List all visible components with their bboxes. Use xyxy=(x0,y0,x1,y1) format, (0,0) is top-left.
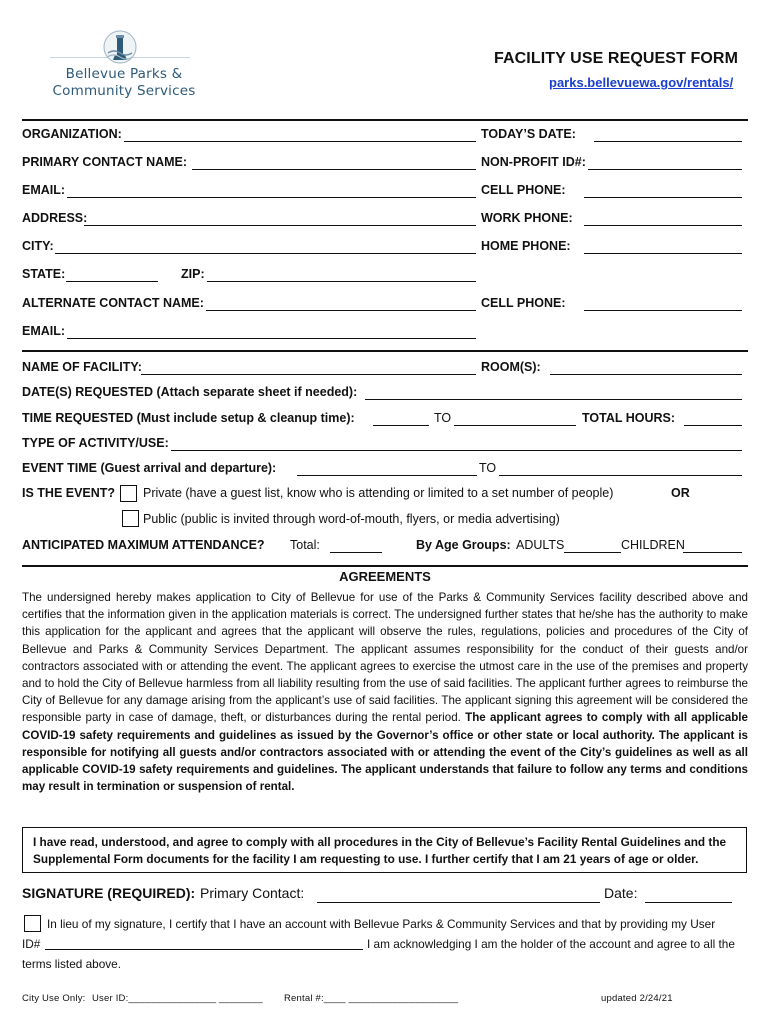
rooms-label: ROOM(S): xyxy=(481,360,541,374)
children-field[interactable] xyxy=(683,552,742,553)
user-id-field[interactable] xyxy=(45,949,363,950)
lighthouse-icon xyxy=(102,29,138,65)
facility-label: NAME OF FACILITY: xyxy=(22,360,142,374)
lieu-text: In lieu of my signature, I certify that I have an account with Bellevue Parks & Community Services and that by providing my User xyxy=(47,917,716,931)
contact-divider xyxy=(22,350,748,352)
public-checkbox[interactable] xyxy=(122,510,139,527)
event-time-label: EVENT TIME (Guest arrival and departure): xyxy=(22,461,277,475)
event-time-end-field[interactable] xyxy=(499,475,742,476)
acknowledge-text: I am acknowledging I am the holder of the account and agree to all the xyxy=(367,937,735,951)
zip-label: ZIP: xyxy=(181,267,205,281)
is-event-label: IS THE EVENT? xyxy=(22,486,116,500)
header-divider xyxy=(22,119,748,121)
city-use-only-label: City Use Only: xyxy=(22,993,86,1004)
todays-date-field[interactable] xyxy=(594,141,742,142)
cell-phone-field[interactable] xyxy=(584,197,742,198)
email-label: EMAIL: xyxy=(22,183,66,197)
alt-email-field[interactable] xyxy=(67,338,476,339)
total-label: Total: xyxy=(290,538,320,552)
footer-user-id: User ID:________________ ________ xyxy=(92,993,263,1004)
covid-requirements-text: The applicant agrees to comply with all applicable COVID-19 safety requirements and guidelines as issued by the Governor’s office or other state or local authority. The applicant is responsible for notifying all guests and/or contractors associated with or attending the event of the City’s guidelines as well as all applicable COVID-19 safety requirements and guidelines. The applicant understands that failure to follow any terms and conditions may result in termination or suspension of rental. xyxy=(22,711,748,794)
alt-cell-phone-label: CELL PHONE: xyxy=(481,296,566,310)
alt-cell-phone-field[interactable] xyxy=(584,310,742,311)
agreements-text xyxy=(22,589,748,795)
email-field[interactable] xyxy=(67,197,476,198)
signature-field[interactable] xyxy=(317,902,600,903)
total-hours-field[interactable] xyxy=(684,425,742,426)
signature-date-field[interactable] xyxy=(645,902,732,903)
age-groups-label: By Age Groups: xyxy=(416,538,511,552)
attendance-label: ANTICIPATED MAXIMUM ATTENDANCE? xyxy=(22,538,265,552)
time-requested-label: TIME REQUESTED (Must include setup & cleanup time): xyxy=(22,411,355,425)
event-divider xyxy=(22,565,748,567)
form-title: FACILITY USE REQUEST FORM xyxy=(494,50,738,67)
user-id-label: ID# xyxy=(22,937,41,951)
nonprofit-id-label: NON-PROFIT ID#: xyxy=(481,155,586,169)
event-time-to-label: TO xyxy=(479,461,497,475)
primary-contact-field[interactable] xyxy=(192,169,476,170)
home-phone-label: HOME PHONE: xyxy=(481,239,571,253)
alternate-contact-field[interactable] xyxy=(206,310,476,311)
public-option-text: Public (public is invited through word-of-mouth, flyers, or media advertising) xyxy=(143,512,560,526)
or-label: OR xyxy=(671,486,690,500)
signature-label: SIGNATURE (REQUIRED): xyxy=(22,885,196,901)
work-phone-field[interactable] xyxy=(584,225,742,226)
adults-label: ADULTS xyxy=(516,538,565,552)
organization-label: ORGANIZATION: xyxy=(22,127,122,141)
activity-label: TYPE OF ACTIVITY/USE: xyxy=(22,436,169,450)
address-field[interactable] xyxy=(84,225,476,226)
facility-field[interactable] xyxy=(141,374,476,375)
state-field[interactable] xyxy=(66,281,158,282)
nonprofit-id-field[interactable] xyxy=(588,169,742,170)
footer-rental-number: Rental #:____ ____________________ xyxy=(284,993,459,1004)
home-phone-field[interactable] xyxy=(584,253,742,254)
dates-requested-field[interactable] xyxy=(365,399,742,400)
children-label: CHILDREN xyxy=(621,538,685,552)
attendance-total-field[interactable] xyxy=(330,552,382,553)
rentals-link[interactable]: parks.bellevuewa.gov/rentals/ xyxy=(549,75,734,90)
work-phone-label: WORK PHONE: xyxy=(481,211,573,225)
state-label: STATE: xyxy=(22,267,66,281)
lieu-of-signature-checkbox[interactable] xyxy=(24,915,41,932)
alt-email-label: EMAIL: xyxy=(22,324,66,338)
agreements-heading: AGREEMENTS xyxy=(339,569,431,584)
city-label: CITY: xyxy=(22,239,54,253)
city-field[interactable] xyxy=(55,253,476,254)
alternate-contact-label: ALTERNATE CONTACT NAME: xyxy=(22,296,204,310)
cell-phone-label: CELL PHONE: xyxy=(481,183,566,197)
agreements-body: The undersigned hereby makes application to City of Bellevue for use of the Parks & Community Services facility described above and certifies that the information given in the application materials is correct. The undersigned further states that he/she has the authority to make this application for the applicant and agrees that the applicant will observe the rules, regulations, policies and procedures of the City of Bellevue and Parks & Community Services Department. The applicant assumes responsibility for the conduct of their guests and/or contractors associated with or attending the event. The applicant agrees to exercise the utmost care in the use of the premises and property and to hold the City of Bellevue harmless from all liability resulting from the use of said facilities. The applicant further agrees to reimburse the City of Bellevue for any damage arising from the applicant’s use of said facilities. The applicant signing this agreement will be considered the responsible party in case of damage, theft, or disturbances during the rental period. xyxy=(22,591,748,725)
signature-date-label: Date: xyxy=(604,885,638,901)
time-start-field[interactable] xyxy=(373,425,429,426)
logo-text-line2: Community Services xyxy=(52,83,196,99)
private-checkbox[interactable] xyxy=(120,485,137,502)
logo-text-line1: Bellevue Parks & xyxy=(65,66,183,82)
certification-box: I have read, understood, and agree to comply with all procedures in the City of Bellevue’s Facility Rental Guidelines and the Supplemental Form documents for the facility I am requesting to use. I further certify that I am 21 years of age or older. xyxy=(22,827,747,873)
adults-field[interactable] xyxy=(564,552,621,553)
terms-text: terms listed above. xyxy=(22,957,122,971)
time-end-field[interactable] xyxy=(454,425,576,426)
rooms-field[interactable] xyxy=(550,374,742,375)
updated-date: updated 2/24/21 xyxy=(601,993,673,1004)
zip-field[interactable] xyxy=(207,281,476,282)
dates-requested-label: DATE(S) REQUESTED (Attach separate sheet if needed): xyxy=(22,385,358,399)
primary-contact-label: PRIMARY CONTACT NAME: xyxy=(22,155,188,169)
private-option-text: Private (have a guest list, know who is attending or limited to a set number of people) xyxy=(143,486,614,500)
total-hours-label: TOTAL HOURS: xyxy=(582,411,676,425)
primary-contact-signature-label: Primary Contact: xyxy=(200,885,305,901)
time-to-label: TO xyxy=(434,411,452,425)
organization-field[interactable] xyxy=(124,141,476,142)
activity-field[interactable] xyxy=(171,450,742,451)
address-label: ADDRESS: xyxy=(22,211,88,225)
todays-date-label: TODAY’S DATE: xyxy=(481,127,576,141)
event-time-start-field[interactable] xyxy=(297,475,477,476)
